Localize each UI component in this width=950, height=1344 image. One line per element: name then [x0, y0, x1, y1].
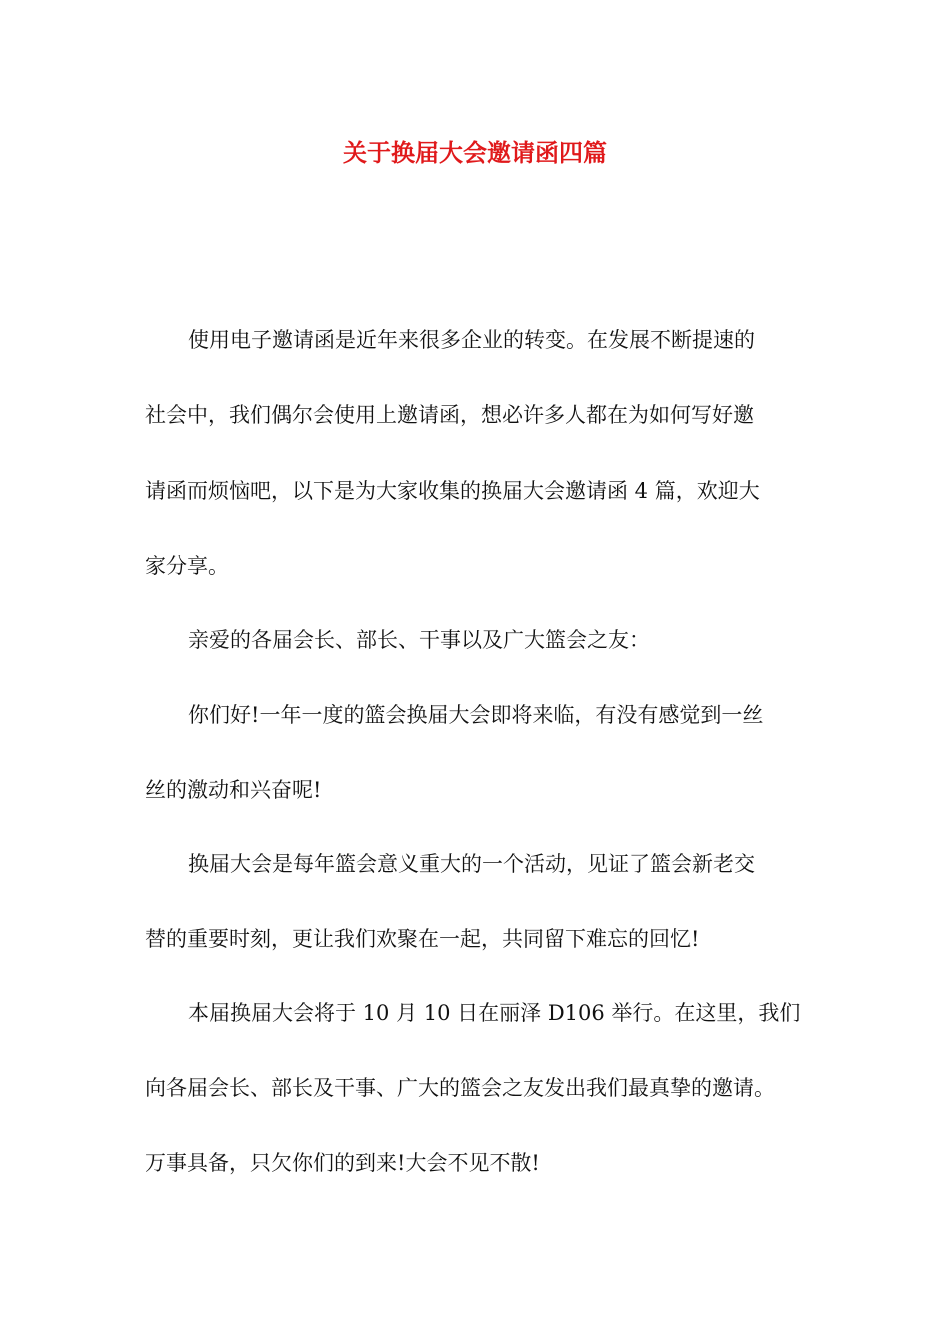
salutation-line: 亲爱的各届会长、部长、干事以及广大篮会之友： [188, 628, 650, 652]
paragraph-1-line-3: 请函而烦恼吧，以下是为大家收集的换届大会邀请函 4 篇，欢迎大 [145, 479, 760, 503]
paragraph-1-line-4: 家分享。 [145, 554, 229, 578]
paragraph-2-line-2: 丝的激动和兴奋呢! [145, 778, 322, 802]
paragraph-4-line-2: 向各届会长、部长及干事、广大的篮会之友发出我们最真挚的邀请。 [145, 1076, 775, 1100]
paragraph-4-line-3: 万事具备，只欠你们的到来!大会不见不散! [145, 1151, 540, 1175]
paragraph-1-line-1: 使用电子邀请函是近年来很多企业的转变。在发展不断提速的 [188, 328, 755, 352]
paragraph-3-line-2: 替的重要时刻，更让我们欢聚在一起，共同留下难忘的回忆! [145, 927, 700, 951]
paragraph-2-line-1: 你们好!一年一度的篮会换届大会即将来临，有没有感觉到一丝 [188, 703, 764, 727]
document-title: 关于换届大会邀请函四篇 [343, 138, 607, 167]
paragraph-3-line-1: 换届大会是每年篮会意义重大的一个活动，见证了篮会新老交 [188, 852, 755, 876]
paragraph-1-line-2: 社会中，我们偶尔会使用上邀请函，想必许多人都在为如何写好邀 [145, 403, 754, 427]
paragraph-4-line-1: 本届换届大会将于 10 月 10 日在丽泽 D106 举行。在这里，我们 [188, 1001, 801, 1025]
